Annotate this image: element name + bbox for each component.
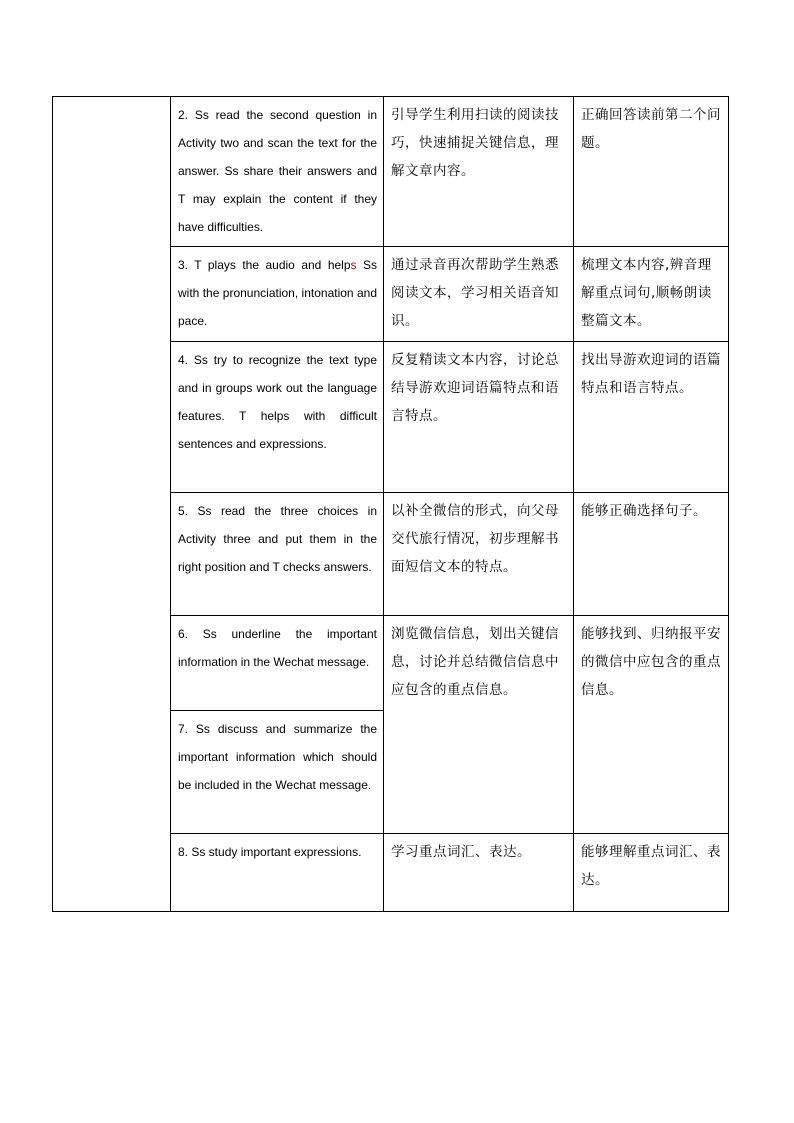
outcome-cell — [574, 97, 729, 247]
outcome-cell — [574, 834, 729, 912]
outcome-cell — [574, 247, 729, 342]
activity-text: 5. Ss read the three choices in Activity three and put them in the right position and T checks answers. — [178, 504, 377, 574]
outcome-cell — [574, 616, 729, 834]
outcome-text: 找出导游欢迎词的语篇特点和语言特点。 — [581, 352, 721, 396]
stage-cell — [53, 97, 171, 912]
lesson-procedure-table — [52, 96, 729, 912]
purpose-cell — [384, 342, 574, 493]
activity-text-highlight: s — [350, 258, 357, 272]
outcome-cell — [574, 493, 729, 616]
purpose-cell — [384, 247, 574, 342]
activity-cell — [171, 97, 384, 247]
activity-cell — [171, 342, 384, 493]
activity-cell — [171, 616, 384, 711]
purpose-cell — [384, 834, 574, 912]
activity-text: 6. Ss underline the important information in the Wechat message. — [178, 627, 377, 669]
activity-cell — [171, 711, 384, 834]
purpose-text: 通过录音再次帮助学生熟悉阅读文本，学习相关语音知识。 — [391, 257, 559, 329]
outcome-text: 能够正确选择句子。 — [581, 503, 707, 519]
purpose-text: 引导学生利用扫读的阅读技巧，快速捕捉关键信息，理解文章内容。 — [391, 107, 559, 179]
activity-text: 7. Ss discuss and summarize the important information which should be included in the Wechat message. — [178, 722, 377, 792]
activity-cell — [171, 247, 384, 342]
purpose-text: 以补全微信的形式，向父母交代旅行情况，初步理解书面短信文本的特点。 — [391, 503, 559, 575]
activity-text: 3. T plays the audio and help — [178, 258, 351, 272]
table-row — [53, 97, 729, 247]
activity-cell — [171, 493, 384, 616]
outcome-text: 能够理解重点词汇、表达。 — [581, 844, 721, 888]
purpose-cell — [384, 493, 574, 616]
activity-text: 2. Ss read the second question in Activity two and scan the text for the answer. Ss share their answers and T may explain the content if they have difficulties. — [178, 108, 377, 234]
activity-text: 4. Ss try to recognize the text type and in groups work out the language features. T helps with difficult sentences and expressions. — [178, 353, 377, 451]
purpose-cell — [384, 97, 574, 247]
purpose-text: 反复精读文本内容，讨论总结导游欢迎词语篇特点和语言特点。 — [391, 352, 559, 424]
outcome-cell — [574, 342, 729, 493]
activity-text: Ss with the pronunciation, intonation and pace. — [178, 258, 377, 328]
activity-text: 8. Ss study important expressions. — [178, 845, 362, 859]
activity-cell — [171, 834, 384, 912]
purpose-cell — [384, 616, 574, 834]
purpose-text: 浏览微信信息，划出关键信息，讨论并总结微信信息中应包含的重点信息。 — [391, 626, 559, 698]
outcome-text: 正确回答读前第二个问题。 — [581, 107, 721, 151]
outcome-text: 梳理文本内容,辨音理解重点词句,顺畅朗读整篇文本。 — [581, 257, 712, 329]
outcome-text: 能够找到、归纳报平安的微信中应包含的重点信息。 — [581, 626, 721, 698]
purpose-text: 学习重点词汇、表达。 — [391, 844, 531, 860]
